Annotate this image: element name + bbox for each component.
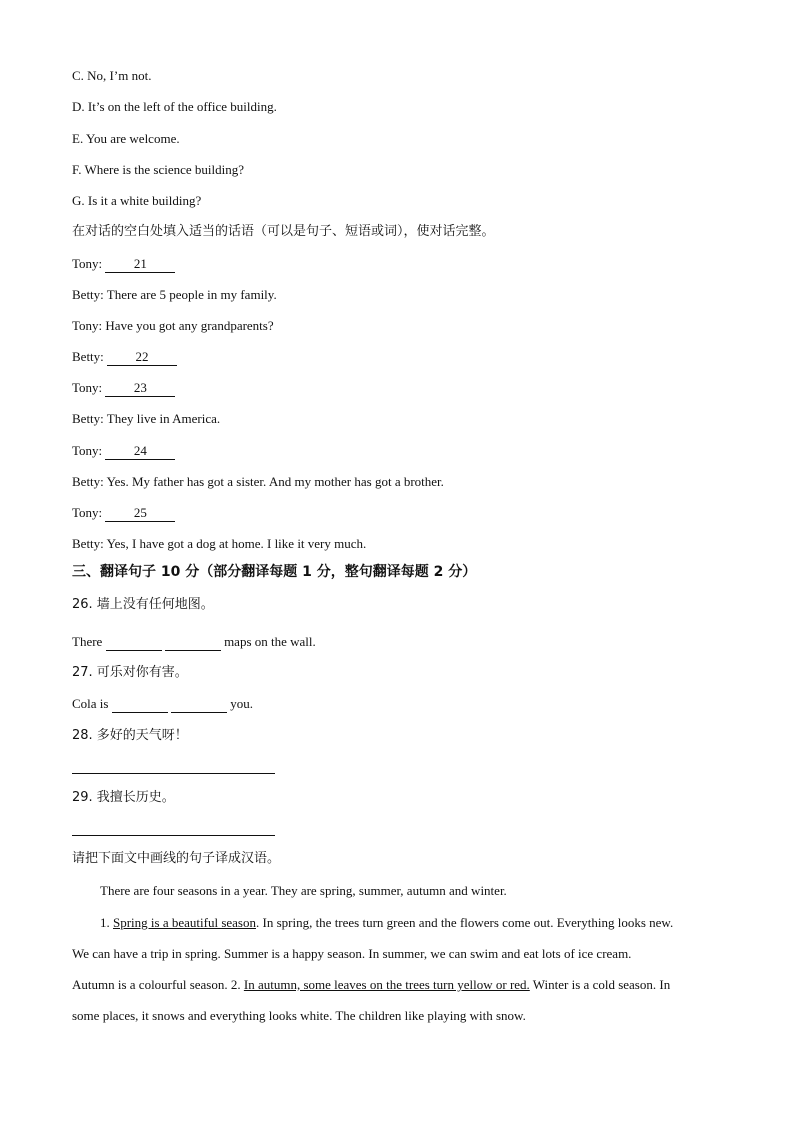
utterance: Have you got any grandparents? (105, 318, 274, 333)
speaker: Tony: (72, 318, 103, 333)
option-d: D. It’s on the left of the office building. (72, 99, 277, 114)
answer-blank[interactable]: 22 (107, 349, 177, 366)
utterance: Yes. My father has got a sister. And my mother has got a brother. (106, 474, 444, 489)
speaker: Betty: (72, 411, 104, 426)
passage-line (100, 915, 750, 931)
answer-blank[interactable] (165, 634, 221, 651)
section-title: 三、翻译句子 10 分（部分翻译每题 1 分，整句翻译每题 2 分） (72, 564, 477, 580)
speaker: Tony: (72, 443, 103, 458)
passage-line: some places, it snows and everything looks white. The children like playing with snow. (72, 1008, 526, 1023)
answer-blank[interactable]: 23 (105, 380, 175, 397)
question-26-prompt: 26. 墙上没有任何地图。 (72, 597, 214, 612)
answer-blank[interactable] (112, 696, 168, 713)
sentence-part: There (72, 634, 103, 649)
passage-text: Autumn is a colourful season. 2. (72, 977, 244, 992)
dialogue-line (72, 287, 277, 303)
passage-line: We can have a trip in spring. Summer is a happy season. In summer, we can swim and eat lots of ice cream. (72, 946, 632, 961)
question-27-prompt: 27. 可乐对你有害。 (72, 665, 188, 680)
dialogue-line (72, 505, 175, 522)
option-g: G. Is it a white building? (72, 193, 202, 208)
answer-blank[interactable] (171, 696, 227, 713)
passage-text: Winter is a cold season. In (529, 977, 671, 992)
utterance: There are 5 people in my family. (106, 287, 277, 302)
speaker: Tony: (72, 505, 103, 520)
dialogue-line (72, 256, 175, 273)
dialogue-instruction: 在对话的空白处填入适当的话语（可以是句子、短语或词），使对话完整。 (72, 224, 495, 239)
speaker: Betty: (72, 536, 104, 551)
passage-text: . In spring, the trees turn green and the flowers come out. Everything looks new. (255, 915, 674, 930)
sentence-part: you. (230, 696, 253, 711)
passage-instruction: 请把下面文中画线的句子译成汉语。 (72, 851, 281, 866)
dialogue-line (72, 536, 366, 552)
question-28-prompt: 28. 多好的天气呀！ (72, 728, 188, 743)
utterance: They live in America. (106, 411, 221, 426)
passage-line: There are four seasons in a year. They are spring, summer, autumn and winter. (100, 883, 507, 898)
question-26-answer (72, 634, 316, 651)
option-c: C. No, I’m not. (72, 68, 152, 83)
underlined-sentence: Spring is a beautiful season (113, 915, 256, 930)
answer-blank[interactable] (106, 634, 162, 651)
utterance: Yes, I have got a dog at home. I like it very much. (106, 536, 367, 551)
speaker: Tony: (72, 256, 103, 271)
question-27-answer (72, 696, 253, 713)
sentence-part: maps on the wall. (224, 634, 316, 649)
option-f: F. Where is the science building? (72, 162, 245, 177)
option-e: E. You are welcome. (72, 131, 180, 146)
dialogue-line (72, 318, 274, 334)
speaker: Betty: (72, 474, 104, 489)
speaker: Betty: (72, 287, 104, 302)
dialogue-line (72, 411, 220, 427)
question-29-prompt: 29. 我擅长历史。 (72, 790, 175, 805)
speaker: Tony: (72, 380, 103, 395)
dialogue-line (72, 380, 175, 397)
speaker: Betty: (72, 349, 104, 364)
answer-blank[interactable]: 24 (105, 443, 175, 460)
answer-line[interactable] (72, 835, 275, 836)
dialogue-line (72, 349, 177, 366)
sentence-number: 1. (100, 915, 113, 930)
sentence-part: Cola is (72, 696, 109, 711)
underlined-sentence: In autumn, some leaves on the trees turn yellow or red. (243, 977, 530, 992)
answer-line[interactable] (72, 773, 275, 774)
dialogue-line (72, 474, 444, 490)
passage-line (72, 977, 722, 993)
answer-blank[interactable]: 25 (105, 505, 175, 522)
dialogue-line (72, 443, 175, 460)
answer-blank[interactable]: 21 (105, 256, 175, 273)
